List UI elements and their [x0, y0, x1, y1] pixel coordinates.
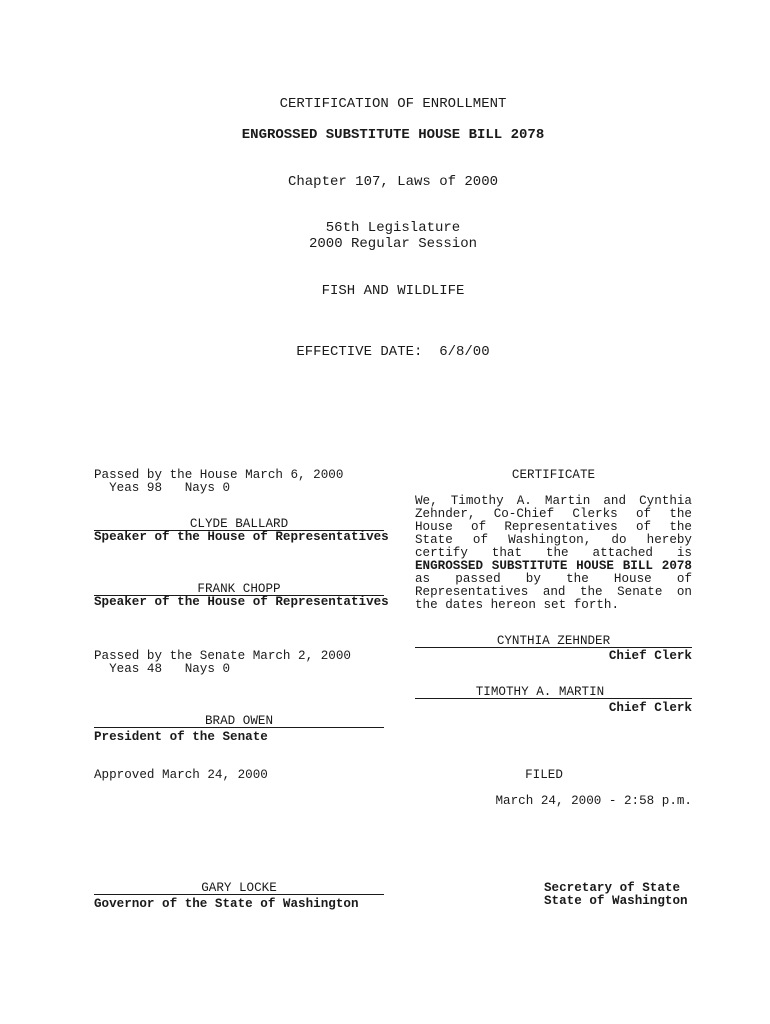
legislature-line: 56th Legislature — [325, 220, 461, 236]
president-title: President of the Senate — [94, 730, 268, 744]
chapter-line: Chapter 107, Laws of 2000 — [287, 174, 499, 190]
senate-votes: Yeas 48 Nays 0 — [94, 662, 231, 676]
filed-label: FILED — [525, 768, 563, 782]
filed-date: March 24, 2000 - 2:58 p.m. — [495, 794, 692, 808]
certification-heading: CERTIFICATION OF ENROLLMENT — [279, 96, 507, 112]
clerk2-title: Chief Clerk — [608, 701, 692, 715]
effective-date: EFFECTIVE DATE: 6/8/00 — [296, 344, 490, 360]
session-line: 2000 Regular Session — [308, 236, 478, 252]
bill-title: ENGROSSED SUBSTITUTE HOUSE BILL 2078 — [241, 127, 545, 143]
president-signature-line — [94, 727, 384, 728]
certificate-text-bill: ENGROSSED SUBSTITUTE HOUSE BILL 2078 — [415, 559, 692, 573]
president-name: BRAD OWEN — [204, 714, 274, 728]
senate-passed: Passed by the Senate March 2, 2000 — [94, 649, 351, 663]
speaker1-title: Speaker of the House of Representatives — [94, 530, 389, 544]
certificate-text-part2: as passed by the House of Representatives and the Senate on the dates hereon set forth. — [415, 572, 692, 612]
governor-signature-line — [94, 894, 384, 895]
secretary-state: State of Washington — [544, 894, 688, 908]
clerk1-title: Chief Clerk — [608, 649, 692, 663]
clerk2-signature-line — [415, 698, 692, 699]
governor-title: Governor of the State of Washington — [94, 897, 359, 911]
clerk2-name: TIMOTHY A. MARTIN — [475, 685, 605, 699]
clerk1-name: CYNTHIA ZEHNDER — [496, 634, 611, 648]
clerk1-signature-line — [415, 647, 692, 648]
certificate-text — [415, 495, 692, 612]
approved-date: Approved March 24, 2000 — [94, 768, 268, 782]
topic-line: FISH AND WILDLIFE — [321, 283, 465, 299]
secretary-title: Secretary of State — [544, 881, 681, 895]
certificate-text-part1: We, Timothy A. Martin and Cynthia Zehnder, Co-Chief Clerks of the House of Representatives of the State of Washington, do hereby certify that the attached is — [415, 494, 692, 560]
certificate-heading: CERTIFICATE — [511, 468, 596, 482]
speaker2-name: FRANK CHOPP — [197, 582, 281, 596]
speaker2-title: Speaker of the House of Representatives — [94, 595, 389, 609]
governor-name: GARY LOCKE — [201, 881, 277, 895]
house-passed: Passed by the House March 6, 2000 — [94, 468, 344, 482]
speaker1-name: CLYDE BALLARD — [189, 517, 289, 531]
house-votes: Yeas 98 Nays 0 — [94, 481, 231, 495]
